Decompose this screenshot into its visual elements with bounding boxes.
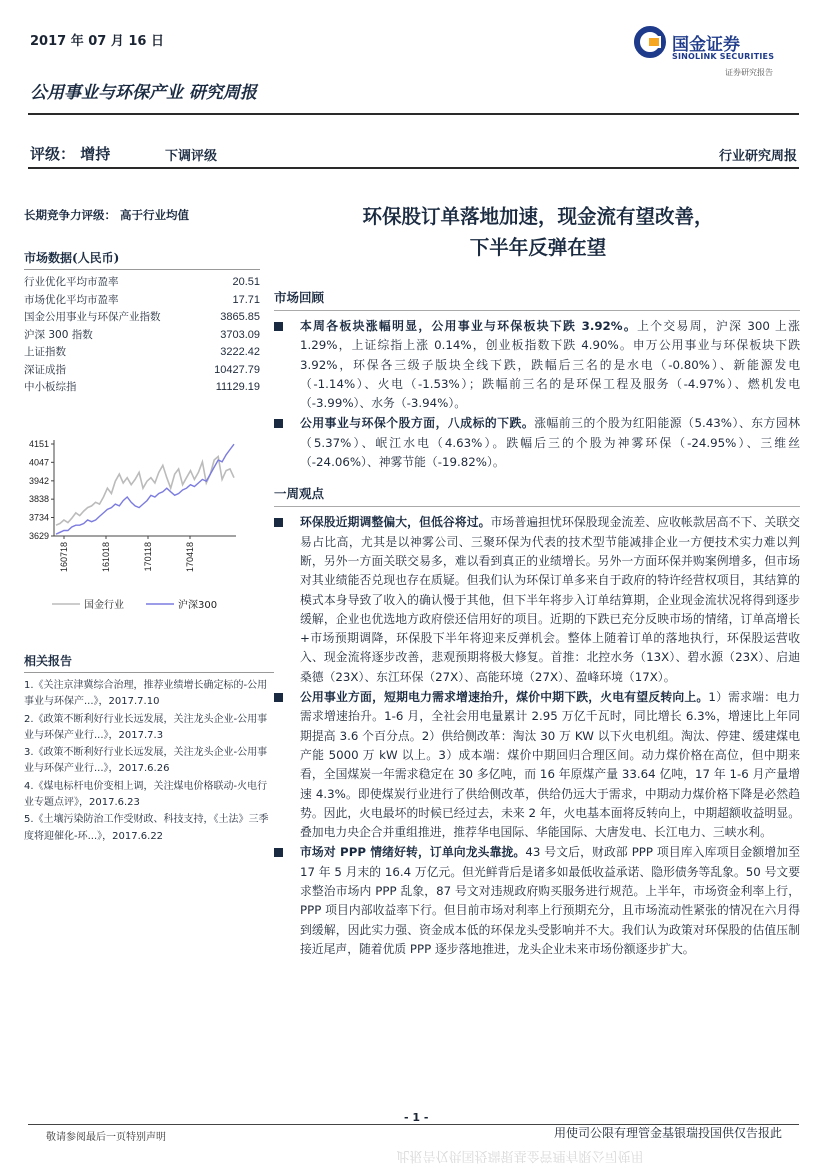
- paragraph-text: 43 号文后，财政部 PPP 项目库入库项目金额增加至 17 年 5 月末的 16.4 万亿元。但光鲜背后是诸多如最低收益承诺、隐形债务等乱象。50 号文要求整治市场内 PPP 乱象，87 号文对违规政府购买服务进行规范。上半年，市场资金利率上行，PPP 项目内部收益率下行。但目前市场对利率上行预期充分，且市场流动性紧张的情况在六月得到缓解，因此实力强、资金成本低的环保龙头受影响并不大。我们认为政策对环保股的估值压制接近尾声，随着优质 PPP 逐步落地推进，龙头企业未来市场份额逐步扩大。: [300, 845, 800, 956]
- paragraph: [274, 317, 800, 413]
- table-row: [24, 274, 260, 292]
- paragraph-text: 涨幅前三的个股为红阳能源（5.43%）、东方园林（5.37%）、岷江水电（4.63%）。跌幅后三的个股为神雾环保（-24.95%）、三维丝（-24.06%）、神雾节能（-19.82%）。: [300, 416, 800, 470]
- related-text: 《煤电标杆电价变相上调，关注煤电价格联动-火电行业专题点评》，2017.6.23: [24, 780, 268, 809]
- market-value: 17.71: [232, 293, 260, 306]
- report-type: 行业研究周报: [718, 149, 797, 164]
- section-rule: [274, 310, 800, 311]
- paragraph: [274, 688, 800, 842]
- rating-divider: [28, 167, 799, 169]
- table-row: [24, 309, 260, 327]
- y-tick-label: 3942: [28, 475, 49, 486]
- paragraph-lead: 环保股近期调整偏大，但低谷将过。: [300, 515, 491, 530]
- table-row: [24, 362, 260, 380]
- footer-mirror-watermark: 此报告仅供国投瑞银基金管理有限公司使用: [396, 1148, 644, 1163]
- related-text: 《关注京津冀综合治理，推荐业绩增长确定标的-公用事业与环保产...》，2017.7.10: [24, 680, 268, 708]
- y-tick-label: 3629: [28, 531, 49, 541]
- main-title-line2: 下半年反弹在望: [469, 236, 607, 259]
- table-row: [24, 327, 260, 345]
- legend-label-industry: 国金行业: [84, 600, 124, 611]
- competitive-rating: 长期竞争力评级： 高于行业均值: [24, 208, 190, 222]
- related-reports: [24, 652, 274, 846]
- paragraph: [274, 414, 800, 472]
- bullet-icon: [274, 322, 283, 331]
- footer-note: 敬请参阅最后一页特别声明: [46, 1132, 166, 1143]
- legend-label-hs300: 沪深300: [178, 600, 218, 611]
- market-value: 20.51: [232, 276, 260, 288]
- paragraph-text: 1）需求端：电力需求增速抬升。1-6 月，全社会用电量累计 2.95 万亿千瓦时，同比增长 6.3%，增速比上年同期提高 3.6 个百分点。2）供给侧改革：淘汰 30 万 KW 以下火电机组。淘汰、停建、缓建煤电产能 5000 万 kW 以上。3）成本端：煤价中期回归合理区间。动力煤价格在高位，但中期来看，全国煤炭一年需求稳定在 30 多亿吨，而 16 年原煤产量 33.64 亿吨，17 年 1-6 月产量增速 4.3%。即使煤炭行业进行了供给侧改革，供给仍远大于需求，中期动力煤价格下降是必然趋势。因此，火电最坏的时候已经过去，未来 2 年，火电基本面将反转向上，中期超额收益明显。叠加电力央企合并重组推进，推荐华电国际、华能国际、大唐发电、长江电力、三峡水利。: [300, 690, 800, 840]
- market-label: 市场优化平均市盈率: [24, 293, 119, 306]
- index-chart: [24, 432, 260, 622]
- bullet-icon: [274, 693, 283, 702]
- market-label: 上证指数: [24, 346, 66, 358]
- paragraph-text: 市场普遍担忧环保股现金流差、应收帐款居高不下、关联交易占比高，尤其是以神雾公司、三聚环保为代表的技术型节能减排企业一方便技术实力难以判断，另外一方面关联交易多，难以看到真正的业绩增长。另外一方面环保并购案例增多，但市场对其业绩能否兑现也存在质疑。但我们认为环保订单多来自于政府的特许经营权项目，其结算的模式本身导致了收入的确认慢于其他，但下半年将步入订单结算期，企业现金流状况将得到逐步缓解，企业也优选地方政府偿还信用好的项目。近期的下跌已充分反映市场的情绪，订单高增长+市场预期调降，环保股下半年将迎来反弹机会。整体上随着订单的落地执行，环保股运营收入、现金流将逐步改善，悲观预期将极大修复。首推：北控水务（13X）、碧水源（23X）、启迪桑德（23X）、东江环保（27X）、高能环境（27X）、盈峰环境（17X）。: [300, 515, 800, 684]
- table-row: [24, 379, 260, 397]
- market-value: 3703.09: [220, 328, 260, 341]
- x-tick-label: 170118: [143, 542, 153, 572]
- x-tick-label: 160718: [59, 542, 69, 573]
- footer-watermark-text: 用使司公限有理管金基银瑞投国供仅告报此: [553, 1126, 782, 1140]
- y-tick-label: 4151: [28, 439, 49, 449]
- y-tick-label: 3838: [28, 494, 49, 505]
- market-data-rule: [24, 269, 260, 270]
- market-label: 行业优化平均市盈率: [24, 276, 119, 288]
- series-line-hs300: [56, 444, 234, 534]
- market-label: 国金公用事业与环保产业指数: [24, 311, 161, 323]
- doc-title: 公用事业与环保产业 研究周报: [30, 83, 257, 103]
- market-label: 中小板综指: [24, 381, 77, 393]
- paragraph-lead: 市场对 PPP 情绪好转，订单向龙头靠拢。: [300, 845, 526, 860]
- rating-label: 评级： 增持: [30, 145, 111, 163]
- paragraph: [274, 843, 800, 959]
- related-report-item[interactable]: [24, 745, 274, 778]
- related-text: 《政策不断利好行业长远发展，关注龙头企业-公用事业与环保产业行...》，2017.7.3: [24, 713, 268, 741]
- market-label: 深证成指: [24, 363, 66, 376]
- series-line-industry: [56, 457, 234, 526]
- paragraph-lead: 公用事业与环保个股方面，八成标的下跌。: [300, 416, 535, 431]
- related-num: 4.: [24, 780, 34, 792]
- paragraph-lead: 公用事业方面，短期电力需求增速抬升，煤价中期下跌，火电有望反转向上。: [300, 690, 709, 705]
- bullet-icon: [274, 518, 283, 527]
- x-tick-label: 161018: [101, 542, 111, 573]
- rating-action: 下调评级: [165, 149, 218, 164]
- bullet-icon: [274, 848, 283, 857]
- related-num: 1.: [24, 680, 34, 691]
- logo-en: SINOLINK SECURITIES: [672, 52, 775, 61]
- related-report-item[interactable]: [24, 712, 274, 745]
- related-title: 相关报告: [24, 654, 73, 668]
- paragraph-text: 上个交易周，沪深 300 上涨 1.29%，上证综指上涨 0.14%，创业板指数下跌 4.90%。申万公用事业与环保板块下跌 3.92%，环保各三级子版块全线下跌，跌幅后三名的是水电（-0.80%）、新能源发电（-1.14%）、火电（-1.53%）；跌幅前三名的是环保工程及服务（-4.97%）、燃机发电（-3.99%）、水务（-3.94%）。: [300, 319, 800, 411]
- market-value: 3222.42: [220, 346, 260, 358]
- main-content: [274, 288, 800, 959]
- y-tick-label: 4047: [28, 457, 49, 468]
- table-row: [24, 344, 260, 362]
- header-divider: [28, 113, 799, 115]
- market-value: 3865.85: [220, 311, 260, 323]
- related-num: 2.: [24, 713, 34, 725]
- section-title-weekly-view: 一周观点: [274, 486, 325, 502]
- related-text: 《土壤污染防治工作受财政、科技支持，《土法》三季度将迎催化-环...》，2017.6.22: [24, 814, 269, 842]
- logo-subtitle: 证券研究报告: [725, 68, 773, 77]
- report-date: 2017 年 07 月 16 日: [30, 34, 164, 49]
- table-row: [24, 292, 260, 310]
- section-rule: [274, 506, 800, 507]
- main-title: [276, 201, 800, 263]
- related-report-item[interactable]: [24, 812, 274, 845]
- market-data-table: [24, 274, 260, 397]
- page-number: - 1 -: [404, 1111, 429, 1124]
- market-label: 沪深 300 指数: [24, 328, 93, 341]
- logo-name: 国金证券: [672, 35, 740, 55]
- related-text: 《政策不断利好行业长远发展，关注龙头企业-公用事业与环保产业行...》，2017.6.26: [24, 747, 268, 775]
- market-data-title: 市场数据(人民币): [24, 251, 120, 265]
- paragraph: [274, 513, 800, 687]
- main-title-line1: 环保股订单落地加速，现金流有望改善，: [362, 205, 714, 228]
- related-num: 5.: [24, 814, 34, 826]
- y-tick-label: 3734: [28, 512, 49, 523]
- market-value: 10427.79: [214, 363, 260, 376]
- related-rule: [24, 672, 274, 673]
- related-report-item[interactable]: [24, 779, 274, 812]
- market-value: 11129.19: [215, 381, 260, 393]
- sidebar: [24, 200, 260, 397]
- related-num: 3.: [24, 747, 34, 759]
- paragraph-lead: 本周各板块涨幅明显，公用事业与环保板块下跌 3.92%。: [300, 319, 638, 333]
- x-tick-label: 170418: [185, 542, 195, 573]
- index-chart-svg: [24, 432, 260, 622]
- bullet-icon: [274, 419, 283, 428]
- related-report-item[interactable]: [24, 678, 274, 711]
- section-title-market-review: 市场回顾: [274, 290, 325, 305]
